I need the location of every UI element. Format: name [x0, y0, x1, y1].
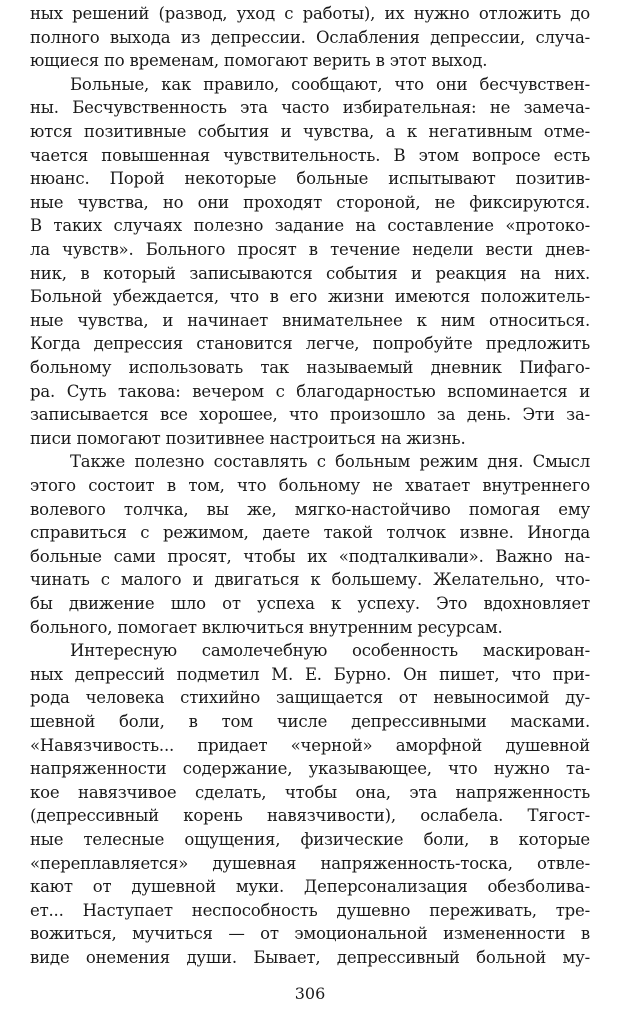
text-line: напряженности содержание, указывающее, что нужно та-: [30, 759, 590, 779]
text-line: ник, в который записываются события и реакция на них.: [30, 263, 590, 283]
text-line: больному использовать так называемый дневник Пифаго-: [30, 358, 590, 377]
text-line: вожиться, мучиться — от эмоциональной измененности в: [30, 924, 590, 944]
text-line: «Навязчивость... придает «черной» аморфной душевной: [30, 735, 590, 755]
text-line: чается повышенная чувствительность. В этом вопросе есть: [30, 145, 590, 165]
text-line: ные телесные ощущения, физические боли, в которые: [30, 830, 590, 849]
text-line: ет... Наступает неспособность душевно переживать, тре-: [30, 900, 590, 920]
text-line: ных решений (развод, уход с работы), их нужно отложить до: [30, 4, 590, 23]
text-line: писи помогают позитивнее настроиться на жизнь.: [30, 428, 466, 448]
text-line: ющиеся по временам, помогают верить в этот выход.: [30, 51, 488, 71]
text-line: ра. Суть такова: вечером с благодарностью вспоминается и: [30, 381, 590, 401]
text-line: чинать с малого и двигаться к большему. Желательно, что-: [30, 570, 590, 590]
text-line: больного, помогает включиться внутренним ресурсам.: [30, 617, 503, 637]
text-line: этого состоит в том, что больному не хватает внутреннего: [30, 476, 590, 495]
text-line: В таких случаях полезно задание на составление «протоко-: [30, 216, 590, 236]
text-line: справиться с режимом, даете такой толчок извне. Иногда: [30, 523, 590, 543]
text-line: бы движение шло от успеха к успеху. Это вдохновляет: [30, 594, 590, 613]
text-line: ны. Бесчувственность эта часто избирательная: не замеча-: [30, 98, 590, 118]
text-line: ных депрессий подметил М. Е. Бурно. Он пишет, что при-: [30, 664, 590, 684]
text-line: кое навязчивое сделать, чтобы она, эта напряженность: [30, 782, 590, 802]
text-line: ются позитивные события и чувства, а к негативным отме-: [30, 122, 590, 141]
text-line: Больной убеждается, что в его жизни имеются положитель-: [30, 287, 590, 307]
book-page: [30, 0, 590, 1012]
text-line: рода человека стихийно защищается от невыносимой ду-: [30, 688, 590, 708]
text-line: Интересную самолечебную особенность маскирован-: [70, 641, 590, 661]
text-line: нюанс. Порой некоторые больные испытывают позитив-: [30, 169, 590, 189]
text-line: «переплавляется» душевная напряженность-тоска, отвле-: [30, 853, 590, 873]
text-line: больные сами просят, чтобы их «подталкивали». Важно на-: [30, 546, 590, 566]
text-line: кают от душевной муки. Деперсонализация обезболива-: [30, 877, 590, 897]
text-line: Больные, как правило, сообщают, что они бесчувствен-: [70, 74, 590, 94]
text-line: волевого толчка, вы же, мягко-настойчиво помогая ему: [30, 499, 590, 519]
text-line: (депрессивный корень навязчивости), ослабела. Тягост-: [30, 806, 590, 826]
text-line: ла чувств». Больного просят в течение недели вести днев-: [30, 240, 590, 259]
text-line: полного выхода из депрессии. Ослабления депрессии, случа-: [30, 27, 590, 47]
text-line: ные чувства, но они проходят стороной, не фиксируются.: [30, 192, 590, 212]
text-line: виде онемения души. Бывает, депрессивный больной му-: [30, 948, 590, 967]
text-line: записывается все хорошее, что произошло за день. Эти за-: [30, 405, 590, 425]
text-line: шевной боли, в том числе депрессивными масками.: [30, 712, 590, 731]
text-line: Также полезно составлять с больным режим дня. Смысл: [70, 452, 590, 472]
text-line: ные чувства, и начинает внимательнее к ним относиться.: [30, 310, 590, 330]
page-number: 306: [294, 984, 326, 1003]
text-line: Когда депрессия становится легче, попробуйте предложить: [30, 334, 590, 354]
